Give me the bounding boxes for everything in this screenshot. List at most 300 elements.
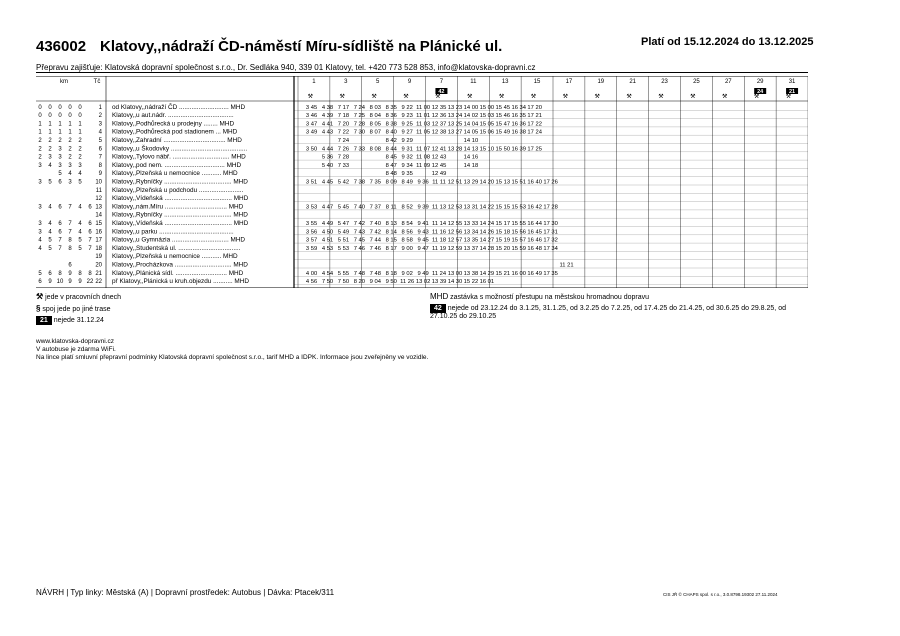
trip-number: 27 xyxy=(724,79,732,85)
departure-time: 11 18 xyxy=(432,237,447,244)
info-website[interactable]: www.klatovska-dopravni.cz xyxy=(36,338,115,345)
departure-time: 11 13 xyxy=(432,204,447,211)
km-value: 6 xyxy=(88,229,92,236)
km-value: 6 xyxy=(58,229,62,236)
km-value: 5 xyxy=(38,270,42,277)
departure-time: 7 50 xyxy=(321,279,334,286)
departure-time: 8 11 xyxy=(385,204,397,211)
departure-time: 16 49 xyxy=(527,270,542,277)
km-value: 6 xyxy=(38,279,42,286)
departure-time: 14 05 xyxy=(463,129,479,136)
departure-time: 11 19 xyxy=(432,245,447,252)
departure-time: 17 20 xyxy=(527,104,542,111)
km-value: 0 xyxy=(58,104,62,111)
km-value: 3 xyxy=(38,162,42,169)
km-value: 4 xyxy=(48,162,52,169)
km-value: 7 xyxy=(58,245,62,252)
km-value: 0 xyxy=(68,113,72,120)
km-value: 0 xyxy=(78,104,82,111)
km-value: 3 xyxy=(38,204,42,211)
tc-header: Tč xyxy=(93,79,101,85)
km-value: 3 xyxy=(58,162,62,169)
departure-time: 11 11 xyxy=(432,179,446,186)
km-value: 1 xyxy=(78,121,82,128)
departure-time: 8 20 xyxy=(353,279,366,286)
departure-time: 13 23 xyxy=(447,104,463,111)
km-value: 2 xyxy=(38,146,42,153)
departure-time: 9 25 xyxy=(401,121,413,128)
tc-value: 12 xyxy=(95,196,102,203)
km-value: 1 xyxy=(68,129,72,136)
km-value: 2 xyxy=(78,138,82,144)
departure-time: 16 42 xyxy=(527,204,542,211)
departure-time: 3 45 xyxy=(305,104,318,111)
workday-icon: ⚒ xyxy=(307,94,313,100)
departure-time: 8 07 xyxy=(369,129,381,136)
trip-number: 5 xyxy=(376,79,380,85)
legend-text: nejede 31.12.24 xyxy=(51,317,104,324)
tc-value: 2 xyxy=(98,113,102,120)
departure-time: 7 22 xyxy=(337,129,350,136)
km-value: 2 xyxy=(58,138,62,144)
legend-right xyxy=(430,292,810,323)
stop-name: Klatovy,,Plzeňská u nemocnice ........... MHD xyxy=(112,170,238,178)
departure-time: 14 26 xyxy=(479,229,495,236)
departure-time: 3 49 xyxy=(305,129,318,136)
departure-time: 17 22 xyxy=(527,121,542,128)
departure-time: 4 56 xyxy=(305,279,318,286)
km-value: 2 xyxy=(38,154,42,161)
legend-row xyxy=(430,304,810,320)
tc-value: 22 xyxy=(95,279,102,286)
km-value: 4 xyxy=(48,204,52,211)
departure-time: 4 38 xyxy=(321,104,334,111)
departure-time: 7 28 xyxy=(337,154,350,161)
legend-badge: 21 xyxy=(36,316,52,325)
departure-time: 13 39 xyxy=(431,279,447,286)
departure-time: 11 05 xyxy=(416,129,431,136)
departure-time: 4 47 xyxy=(321,204,334,211)
departure-time: 3 55 xyxy=(305,221,318,227)
departure-time: 9 27 xyxy=(401,129,413,136)
departure-time: 16 48 xyxy=(527,245,542,252)
km-value: 4 xyxy=(68,171,72,178)
stop-name: Klatovy,,Tylovo nábř. ................................ MHD xyxy=(112,153,246,161)
trip-number: 1 xyxy=(312,79,316,85)
departure-time: 14 00 xyxy=(463,104,479,111)
departure-time: 5 45 xyxy=(337,204,350,211)
departure-time: 16 38 xyxy=(511,129,526,136)
trip-number: 29 xyxy=(756,79,764,85)
tc-value: 10 xyxy=(95,179,102,186)
trip-number: 17 xyxy=(565,79,573,85)
departure-time: 16 00 xyxy=(511,270,526,277)
departure-time: 9 45 xyxy=(417,237,429,244)
stop-name: Klatovy,,Plzeňská u podchodu ......................... xyxy=(112,186,244,194)
km-value: 2 xyxy=(68,146,72,153)
departure-time: 8 09 xyxy=(385,179,397,186)
km-value: 0 xyxy=(48,113,52,120)
departure-time: 13 33 xyxy=(463,221,479,227)
departure-time: 3 46 xyxy=(305,113,318,120)
departure-time: 13 25 xyxy=(447,121,463,128)
departure-time: 9 47 xyxy=(417,245,429,252)
departure-time: 14 04 xyxy=(463,121,479,128)
km-value: 6 xyxy=(68,262,72,269)
departure-time: 7 33 xyxy=(353,146,366,153)
timetable xyxy=(36,76,808,288)
departure-time: 4 51 xyxy=(321,237,334,244)
departure-time: 17 28 xyxy=(543,204,558,211)
tc-value: 6 xyxy=(98,146,102,153)
km-value: 22 xyxy=(86,279,94,286)
departure-time: 4 39 xyxy=(321,113,334,120)
departure-time: 8 56 xyxy=(401,229,413,236)
departure-time: 8 08 xyxy=(369,146,381,153)
km-value: 4 xyxy=(78,229,82,236)
departure-time: 7 33 xyxy=(337,162,350,169)
departure-time: 9 49 xyxy=(417,270,429,277)
km-value: 0 xyxy=(38,104,42,111)
departure-time: 15 10 xyxy=(479,146,495,153)
departure-time: 9 41 xyxy=(417,221,429,227)
tc-value: 16 xyxy=(95,229,102,236)
km-value: 3 xyxy=(78,162,82,169)
departure-time: 12 56 xyxy=(447,229,463,236)
stop-name: Klatovy,,Studentská ul. ................................... xyxy=(112,244,241,252)
departure-time: 4 49 xyxy=(321,221,334,227)
departure-time: 7 48 xyxy=(369,270,381,277)
departure-time: 7 44 xyxy=(369,237,381,244)
km-value: 1 xyxy=(48,121,52,128)
km-value: 3 xyxy=(38,229,42,236)
stop-name: od Klatovy,,nádraží ČD ............................ MHD xyxy=(112,103,246,111)
departure-time: 15 56 xyxy=(511,229,526,236)
departure-time: 8 54 xyxy=(401,221,413,227)
departure-time: 12 45 xyxy=(431,162,447,169)
legend-row xyxy=(36,316,396,325)
departure-time: 16 34 xyxy=(511,104,526,111)
trip-number: 11 xyxy=(470,79,477,85)
departure-time: 8 36 xyxy=(385,113,397,120)
departure-time: 5 55 xyxy=(337,270,350,277)
departure-time: 17 21 xyxy=(527,113,542,120)
km-value: 6 xyxy=(58,221,62,227)
departure-time: 15 21 xyxy=(495,270,511,277)
departure-time: 5 42 xyxy=(337,179,350,186)
km-value: 4 xyxy=(38,237,42,244)
departure-time: 11 03 xyxy=(416,121,431,128)
departure-time: 15 53 xyxy=(511,204,526,211)
tc-value: 18 xyxy=(95,245,102,252)
km-value: 5 xyxy=(48,179,52,186)
departure-time: 16 40 xyxy=(527,179,542,186)
departure-time: 5 36 xyxy=(321,154,334,161)
departure-time: 9 34 xyxy=(401,162,413,169)
km-value: 4 xyxy=(48,221,52,227)
badge-label: 21 xyxy=(789,89,796,95)
departure-time: 8 35 xyxy=(385,104,397,111)
stop-name: Klatovy,,u aut.nádr. ..................................... xyxy=(112,112,234,120)
km-value: 7 xyxy=(68,221,72,227)
departure-time: 15 00 xyxy=(479,104,495,111)
departure-time: 12 36 xyxy=(431,113,447,120)
departure-time: 8 52 xyxy=(401,204,413,211)
departure-time: 8 47 xyxy=(385,162,397,169)
departure-time: 16 01 xyxy=(479,279,495,286)
departure-time: 17 34 xyxy=(543,245,558,252)
departure-time: 9 02 xyxy=(401,270,413,277)
departure-time: 7 43 xyxy=(353,229,366,236)
km-value: 7 xyxy=(88,245,92,252)
workday-icon: ⚒ xyxy=(562,94,568,100)
departure-time: 4 53 xyxy=(321,245,334,252)
departure-time: 17 32 xyxy=(543,237,558,244)
departure-time: 9 32 xyxy=(401,154,413,161)
departure-time: 15 13 xyxy=(495,179,511,186)
departure-time: 4 50 xyxy=(321,229,334,236)
legend-badge: 42 xyxy=(430,304,446,313)
departure-time: 14 30 xyxy=(447,279,463,286)
workday-icon: ⚒ xyxy=(435,94,441,100)
legend-row xyxy=(36,304,396,313)
departure-time: 12 35 xyxy=(431,104,447,111)
stop-name: Klatovy,,Rybníčky ...................................... MHD xyxy=(112,178,248,186)
departure-time: 9 22 xyxy=(401,104,413,111)
tc-value: 7 xyxy=(98,154,102,161)
tc-value: 4 xyxy=(98,129,102,136)
km-value: 3 xyxy=(38,179,42,186)
km-value: 0 xyxy=(68,104,72,111)
km-value: 4 xyxy=(78,171,82,178)
departure-time: 11 09 xyxy=(416,162,431,169)
departure-time: 14 16 xyxy=(463,154,479,161)
stop-name: Klatovy,,Procházkova ................................ MHD xyxy=(112,261,248,269)
departure-time: 15 03 xyxy=(479,113,495,120)
trip-number: 9 xyxy=(407,79,412,85)
departure-time: 17 25 xyxy=(527,146,542,153)
km-value: 8 xyxy=(68,245,72,252)
legend-text: jede v pracovních dnech xyxy=(43,294,121,301)
departure-time: 13 34 xyxy=(463,229,479,236)
stop-name: Klatovy,,Podhůrecká u prodejny ........ MHD xyxy=(112,120,235,128)
km-value: 6 xyxy=(88,204,92,211)
km-value: 9 xyxy=(78,279,82,286)
km-value: 5 xyxy=(48,237,52,244)
legend-row xyxy=(430,292,810,301)
stop-name: Klatovy,,u parku .......................................... xyxy=(112,228,234,236)
departure-time: 8 17 xyxy=(385,245,397,252)
tc-value: 8 xyxy=(98,162,102,169)
departure-time: 3 59 xyxy=(305,245,318,252)
departure-time: 14 24 xyxy=(479,221,495,227)
departure-time: 7 45 xyxy=(353,237,366,244)
km-value: 7 xyxy=(88,237,92,244)
departure-time: 9 23 xyxy=(401,113,413,120)
departure-time: 4 44 xyxy=(321,146,334,153)
legend-text: nejede od 23.12.24 do 3.1.25, 31.1.25, od 3.2.25 do 7.2.25, od 17.4.25 do 21.4.25, od 30.6.25 do 29.8.25, od 27.10.25 do 29.10.25 xyxy=(430,305,786,320)
departure-time: 9 39 xyxy=(417,204,429,211)
departure-time: 9 29 xyxy=(401,138,413,144)
trip-number: 19 xyxy=(597,79,605,85)
km-value: 7 xyxy=(58,237,62,244)
departure-time: 13 38 xyxy=(463,270,479,277)
km-value: 1 xyxy=(68,121,72,128)
departure-time: 7 37 xyxy=(369,204,381,211)
departure-time: 4 43 xyxy=(321,129,334,136)
workday-icon: ⚒ xyxy=(690,94,696,100)
departure-time: 5 53 xyxy=(337,245,350,252)
stop-name: Klatovy,,Rybníčky ...................................... MHD xyxy=(112,211,248,219)
departure-time: 3 53 xyxy=(305,204,318,211)
departure-time: 14 28 xyxy=(479,245,495,252)
departure-time: 12 37 xyxy=(431,121,447,128)
departure-time: 15 15 xyxy=(495,204,511,211)
info-block xyxy=(36,338,428,362)
km-value: 5 xyxy=(78,179,82,186)
mhd-symbol: MHD xyxy=(430,292,449,301)
tc-value: 1 xyxy=(98,104,102,111)
page-title: Klatovy,,nádraží ČD-náměstí Míru-sídliště na Plánické ul. xyxy=(100,38,503,55)
km-value: 9 xyxy=(68,270,72,277)
departure-time: 7 28 xyxy=(353,121,366,128)
departure-time: 7 40 xyxy=(369,221,381,227)
departure-time: 11 00 xyxy=(416,104,431,111)
departure-time: 8 48 xyxy=(385,171,397,178)
departure-time: 9 31 xyxy=(401,146,413,153)
stop-name: Klatovy,,Podhůrecká pod stadionem ... MHD xyxy=(112,128,238,136)
carrier-info: Přepravu zajišťuje: Klatovská dopravní společnost s.r.o., Dr. Sedláka 940, 339 01 Klatovy, tel. +420 773 528 853, info@klatovska-dopravni.cz xyxy=(36,63,536,72)
stop-name: př Klatovy,,Plánická u kruh.objezdu ........... MHD xyxy=(112,278,249,286)
departure-time: 15 22 xyxy=(463,279,479,286)
departure-time: 15 05 xyxy=(479,121,495,128)
departure-time: 9 04 xyxy=(369,279,381,286)
workday-icon: ⚒ xyxy=(530,94,537,100)
km-value: 9 xyxy=(68,279,72,286)
departure-time: 17 30 xyxy=(543,221,558,227)
departure-time: 11 16 xyxy=(432,229,447,236)
stop-name: Klatovy,,u Gymnázia ................................ MHD xyxy=(112,236,246,244)
departure-time: 5 47 xyxy=(337,221,350,227)
km-value: 4 xyxy=(78,204,82,211)
km-value: 2 xyxy=(38,138,42,144)
km-value: 5 xyxy=(48,245,52,252)
stop-name: Klatovy,,nám.Míru ................................... MHD xyxy=(112,203,244,211)
departure-time: 8 44 xyxy=(385,146,397,153)
km-value: 10 xyxy=(56,279,64,286)
workday-icon: ⚒ xyxy=(721,94,728,100)
departure-time: 14 18 xyxy=(463,162,479,169)
departure-time: 7 46 xyxy=(353,245,366,252)
km-value: 3 xyxy=(58,146,62,153)
km-value: 3 xyxy=(48,154,52,161)
line-number: 436002 xyxy=(36,38,87,55)
departure-time: 15 17 xyxy=(495,221,511,227)
departure-time: 3 47 xyxy=(305,121,318,128)
departure-time: 13 31 xyxy=(463,204,479,211)
departure-time: 3 57 xyxy=(305,237,318,244)
km-value: 5 xyxy=(78,237,82,244)
departure-time: 5 40 xyxy=(321,162,334,169)
departure-time: 16 39 xyxy=(511,146,526,153)
km-value: 6 xyxy=(58,179,62,186)
departure-time: 14 13 xyxy=(463,146,479,153)
trip-number: 25 xyxy=(693,79,700,85)
workday-icon: ⚒ xyxy=(36,292,44,301)
departure-time: 7 35 xyxy=(369,179,381,186)
departure-time: 8 42 xyxy=(385,138,397,144)
tc-value: 21 xyxy=(95,270,102,277)
km-value: 0 xyxy=(78,113,82,120)
stop-name: Klatovy,,Plzeňská u nemocnice ........... MHD xyxy=(112,253,238,261)
footer-meta: NÁVRH | Typ linky: Městská (A) | Dopravní prostředek: Autobus | Dávka: Ptacek/311 xyxy=(36,588,335,597)
departure-time: 8 45 xyxy=(385,154,397,161)
departure-time: 11 26 xyxy=(400,279,415,286)
departure-time: 7 18 xyxy=(337,113,350,120)
km-value: 6 xyxy=(58,204,62,211)
departure-time: 8 49 xyxy=(401,179,413,186)
workday-icon: ⚒ xyxy=(658,94,664,100)
km-value: 6 xyxy=(48,270,52,277)
departure-time: 15 57 xyxy=(511,237,526,244)
departure-time: 15 55 xyxy=(511,221,526,227)
departure-time: 14 27 xyxy=(479,237,495,244)
workday-icon: ⚒ xyxy=(403,94,409,100)
trip-number: 31 xyxy=(788,79,796,85)
km-value: 5 xyxy=(78,245,82,252)
departure-time: 9 50 xyxy=(385,279,397,286)
departure-time: 7 46 xyxy=(369,245,381,252)
stop-name: Klatovy,,Plánická sídl. ............................. MHD xyxy=(112,269,244,277)
departure-time: 15 49 xyxy=(495,129,511,136)
departure-time: 8 04 xyxy=(369,113,381,120)
tc-value: 14 xyxy=(95,212,102,219)
km-value: 2 xyxy=(78,154,82,161)
km-value: 2 xyxy=(68,154,72,161)
departure-time: 4 00 xyxy=(305,270,318,277)
departure-time: 14 22 xyxy=(479,204,495,211)
info-wifi: V autobuse je zdarma WiFi. xyxy=(36,346,116,353)
header-divider xyxy=(36,72,808,73)
departure-time: 13 02 xyxy=(415,279,431,286)
departure-time: 12 53 xyxy=(447,204,463,211)
stop-name: Klatovy,,Vídeňská ...................................... MHD xyxy=(112,220,249,227)
km-value: 8 xyxy=(58,270,62,277)
km-value: 6 xyxy=(88,221,92,227)
footer-software: CIS JŘ © CHAPS spol. s r.o., 3.0.8798.19302 27.11.2024 xyxy=(663,592,778,597)
validity-period: Platí od 15.12.2024 do 13.12.2025 xyxy=(641,36,814,48)
departure-time: 11 01 xyxy=(416,113,431,120)
workday-icon: ⚒ xyxy=(498,94,505,100)
departure-time: 8 40 xyxy=(385,129,397,136)
departure-time: 12 38 xyxy=(431,129,447,136)
departure-time: 15 20 xyxy=(495,245,511,252)
departure-time: 7 42 xyxy=(369,229,381,236)
departure-time: 11 08 xyxy=(416,154,431,161)
km-value: 0 xyxy=(38,113,42,120)
km-value: 8 xyxy=(88,270,92,277)
workday-icon: ⚒ xyxy=(785,94,792,100)
departure-time: 12 55 xyxy=(447,221,463,227)
departure-time: 15 46 xyxy=(495,113,511,120)
departure-time: 7 48 xyxy=(353,270,366,277)
departure-time: 4 41 xyxy=(321,121,334,128)
km-value: 1 xyxy=(58,121,62,128)
departure-time: 15 59 xyxy=(511,245,526,252)
legend-text: spoj jede po jiné trase xyxy=(40,306,111,313)
km-value: 7 xyxy=(68,229,72,236)
departure-time: 8 18 xyxy=(385,270,397,277)
